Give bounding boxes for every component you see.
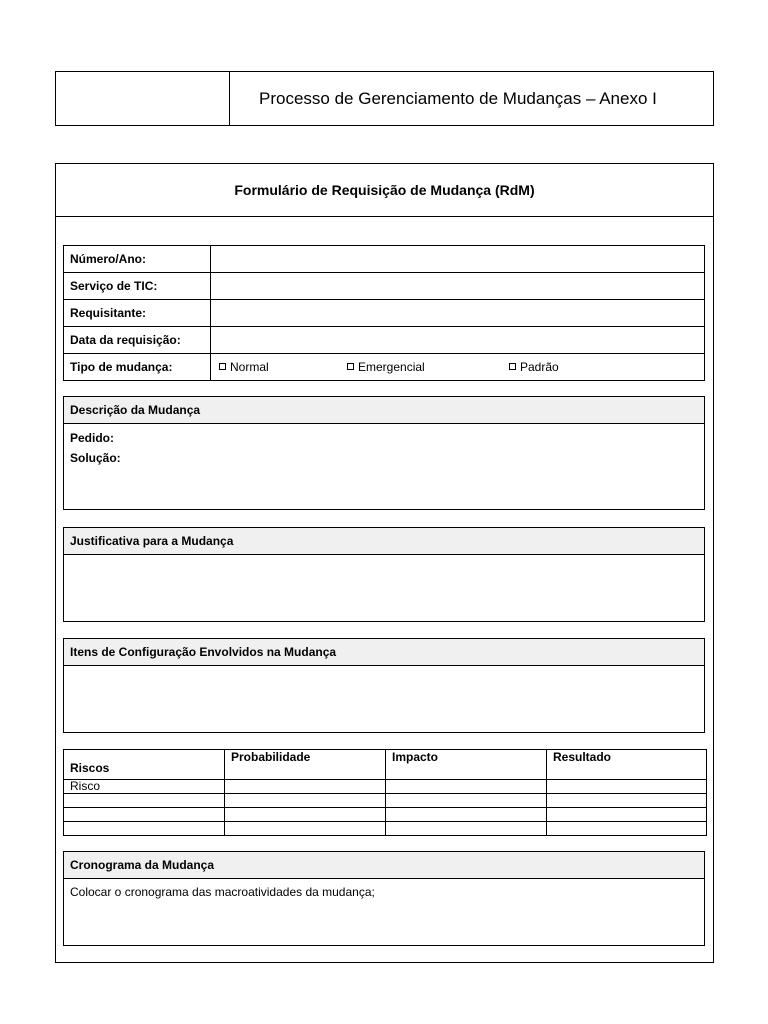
requester-field[interactable] (211, 300, 705, 327)
table-cell[interactable] (225, 808, 386, 822)
option-label: Normal (230, 360, 269, 374)
option-label: Padrão (520, 360, 559, 374)
field-label: Serviço de TIC: (64, 273, 211, 300)
table-cell[interactable] (64, 822, 225, 836)
table-cell[interactable] (386, 794, 547, 808)
field-row-requester (64, 300, 705, 327)
table-cell[interactable] (386, 780, 547, 794)
request-info-table (63, 245, 705, 381)
field-label: Tipo de mudança: (64, 354, 211, 381)
field-label: Número/Ano: (64, 246, 211, 273)
justification-body[interactable] (64, 555, 704, 563)
section-heading: Cronograma da Mudança (64, 852, 704, 879)
table-row (64, 780, 707, 794)
column-header-impact: Impacto (386, 750, 547, 780)
column-header-probability: Probabilidade (225, 750, 386, 780)
field-row-change-type (64, 354, 705, 381)
table-cell[interactable] (547, 822, 707, 836)
form-title: Formulário de Requisição de Mudança (RdM) (56, 164, 713, 217)
table-cell[interactable] (547, 780, 707, 794)
column-header-risks: Riscos (64, 750, 225, 780)
checkbox-icon[interactable] (509, 363, 516, 370)
section-heading: Itens de Configuração Envolvidos na Mudança (64, 639, 704, 666)
solution-label: Solução: (70, 451, 121, 465)
document-header (55, 71, 714, 126)
option-padrao[interactable] (509, 360, 559, 374)
table-cell[interactable] (547, 808, 707, 822)
risks-table (63, 749, 707, 836)
option-normal[interactable] (219, 360, 347, 374)
change-type-options (211, 354, 705, 381)
column-header-result: Resultado (547, 750, 707, 780)
number-year-field[interactable] (211, 246, 705, 273)
table-cell[interactable]: Risco (64, 780, 225, 794)
description-section (63, 396, 705, 510)
table-cell[interactable] (225, 780, 386, 794)
table-row (64, 808, 707, 822)
table-cell[interactable] (547, 794, 707, 808)
field-row-number (64, 246, 705, 273)
field-label: Requisitante: (64, 300, 211, 327)
table-cell[interactable] (225, 822, 386, 836)
description-body[interactable] (64, 424, 704, 472)
section-heading: Justificativa para a Mudança (64, 528, 704, 555)
schedule-text: Colocar o cronograma das macroatividades da mudança; (70, 885, 375, 899)
table-row (64, 822, 707, 836)
option-emergencial[interactable] (347, 360, 509, 374)
table-cell[interactable] (64, 808, 225, 822)
justification-section (63, 527, 705, 622)
table-cell[interactable] (64, 794, 225, 808)
config-items-section (63, 638, 705, 733)
table-cell[interactable] (386, 822, 547, 836)
table-cell[interactable] (386, 808, 547, 822)
request-label: Pedido: (70, 431, 114, 445)
ict-service-field[interactable] (211, 273, 705, 300)
field-row-date (64, 327, 705, 354)
logo-placeholder (56, 72, 230, 125)
option-label: Emergencial (358, 360, 425, 374)
field-row-service (64, 273, 705, 300)
schedule-body[interactable] (64, 879, 704, 905)
config-items-body[interactable] (64, 666, 704, 674)
schedule-section (63, 851, 705, 946)
table-cell[interactable] (225, 794, 386, 808)
section-heading: Descrição da Mudança (64, 397, 704, 424)
table-row (64, 794, 707, 808)
document-title: Processo de Gerenciamento de Mudanças – Anexo I (259, 89, 657, 108)
risks-header-row (64, 750, 707, 780)
checkbox-icon[interactable] (347, 363, 354, 370)
checkbox-icon[interactable] (219, 363, 226, 370)
request-date-field[interactable] (211, 327, 705, 354)
field-label: Data da requisição: (64, 327, 211, 354)
